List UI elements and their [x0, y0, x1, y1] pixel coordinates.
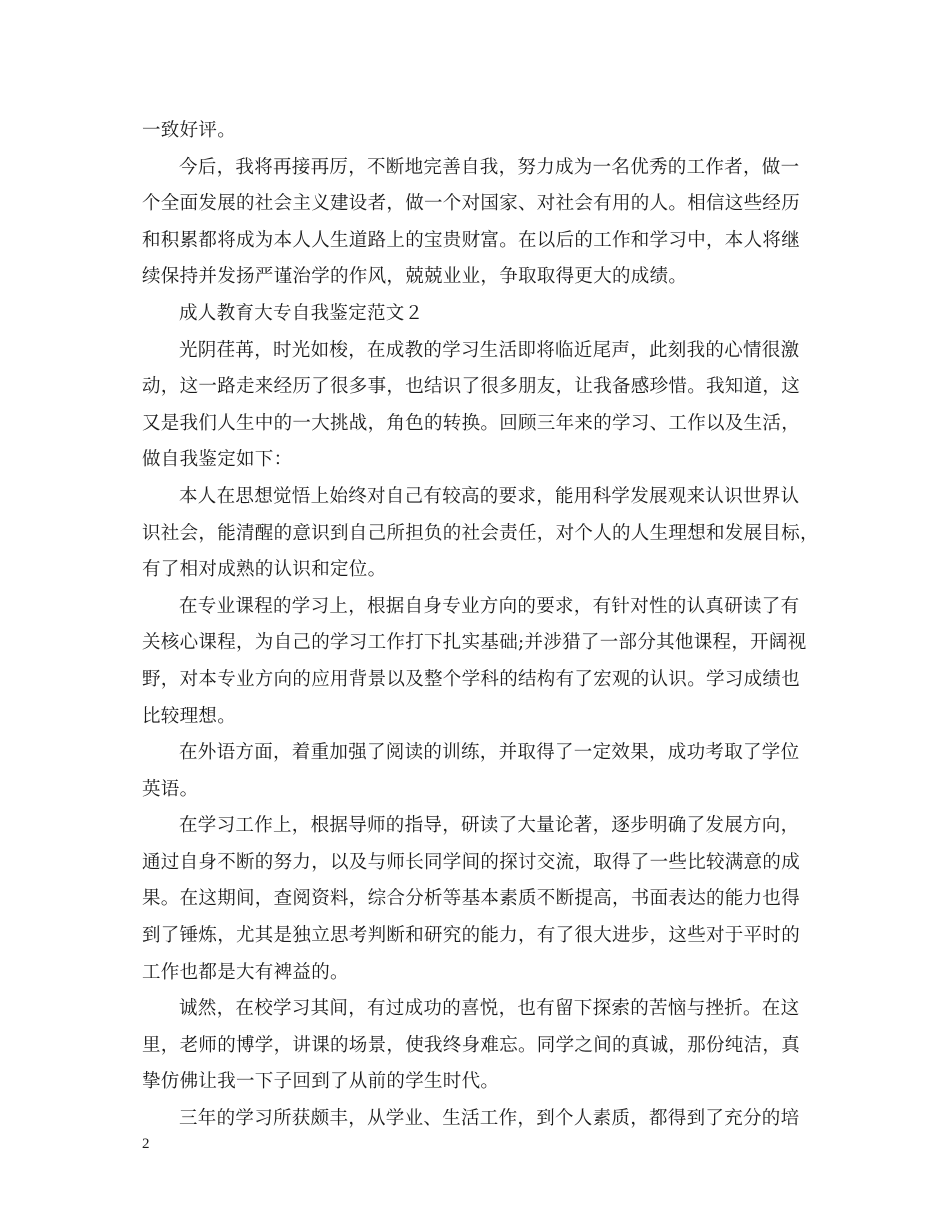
- paragraph-first-line: 在外语方面，着重加强了阅读的训练，并取得了一定效果，成功考取了学位: [179, 742, 800, 764]
- text-line: 工作也都是大有裨益的。: [142, 961, 349, 983]
- paragraph-first-line: 在学习工作上，根据导师的指导，研读了大量论著，逐步明确了发展方向，: [179, 815, 800, 837]
- paragraph-first-line: 三年的学习所获颇丰，从学业、生活工作，到个人素质，都得到了充分的培: [179, 1108, 800, 1130]
- paragraph-first-line: 诚然，在校学习其间，有过成功的喜悦，也有留下探索的苦恼与挫折。在这: [179, 998, 800, 1020]
- page-number: 2: [142, 1136, 150, 1152]
- text-line: 关核心课程，为自己的学习工作打下扎实基础;并涉猎了一部分其他课程，开阔视: [142, 632, 807, 654]
- text-line: 动，这一路走来经历了很多事，也结识了很多朋友，让我备感珍惜。我知道，这: [142, 376, 801, 398]
- text-line: 个全面发展的社会主义建设者，做一个对国家、对社会有用的人。相信这些经历: [142, 193, 801, 215]
- text-line: 续保持并发扬严谨治学的作风，兢兢业业，争取取得更大的成绩。: [142, 266, 688, 288]
- paragraph-first-line: 本人在思想觉悟上始终对自己有较高的要求，能用科学发展观来认识世界认: [179, 485, 800, 507]
- text-line: 果。在这期间，查阅资料，综合分析等基本素质不断提高，书面表达的能力也得: [142, 888, 801, 910]
- text-line: 又是我们人生中的一大挑战，角色的转换。回顾三年来的学习、工作以及生活，: [142, 412, 801, 434]
- text-line: 野，对本专业方向的应用背景以及整个学科的结构有了宏观的认识。学习成绩也: [142, 668, 801, 690]
- paragraph-first-line: 在专业课程的学习上，根据自身专业方向的要求，有针对性的认真研读了有: [179, 595, 800, 617]
- text-line: 识社会，能清醒的意识到自己所担负的社会责任，对个人的人生理想和发展目标，: [142, 522, 819, 544]
- paragraph-first-line: 成人教育大专自我鉴定范文２: [179, 302, 424, 324]
- text-line: 里，老师的博学，讲课的场景，使我终身难忘。同学之间的真诚，那份纯洁，真: [142, 1034, 801, 1056]
- paragraph-first-line: 光阴荏苒，时光如梭，在成教的学习生活即将临近尾声，此刻我的心情很激: [179, 339, 800, 361]
- paragraph-first-line: 今后，我将再接再厉，不断地完善自我，努力成为一名优秀的工作者，做一: [179, 156, 800, 178]
- text-line: 和积累都将成为本人人生道路上的宝贵财富。在以后的工作和学习中，本人将继: [142, 229, 801, 251]
- document-body: [142, 113, 819, 1138]
- text-line: 有了相对成熟的认识和定位。: [142, 559, 387, 581]
- text-line: 比较理想。: [142, 705, 237, 727]
- text-line: 英语。: [142, 778, 199, 800]
- text-line: 做自我鉴定如下：: [142, 449, 293, 471]
- text-line: 通过自身不断的努力，以及与师长同学间的探讨交流，取得了一些比较满意的成: [142, 851, 801, 873]
- text-line: 到了锤炼，尤其是独立思考判断和研究的能力，有了很大进步，这些对于平时的: [142, 925, 801, 947]
- text-line: 挚仿佛让我一下子回到了从前的学生时代。: [142, 1071, 500, 1093]
- text-line: 一致好评。: [142, 120, 237, 141]
